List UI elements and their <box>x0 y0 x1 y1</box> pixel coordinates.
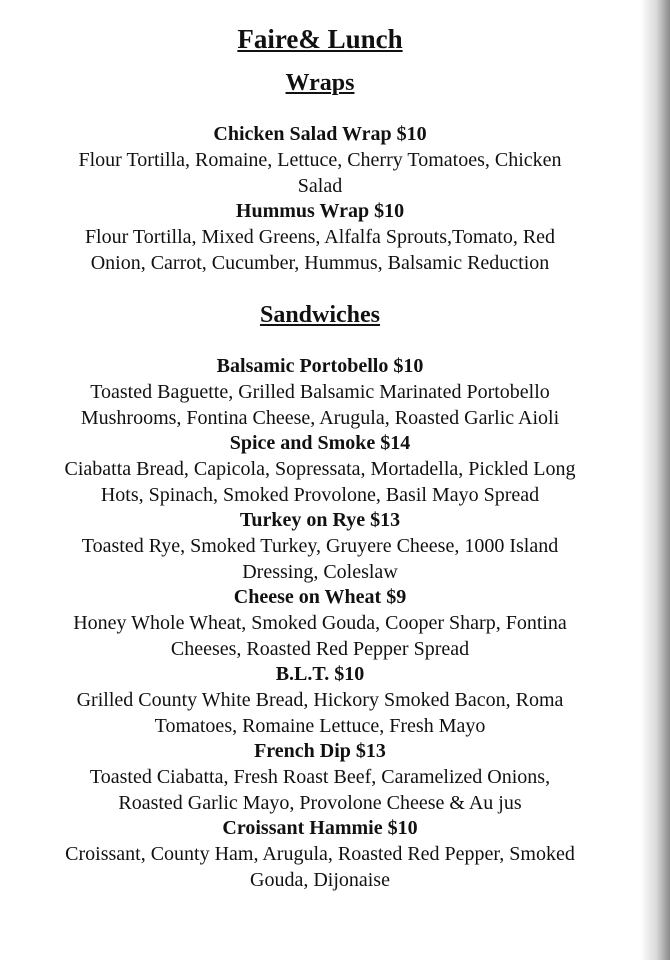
page-edge-shadow <box>640 0 670 960</box>
item-name: Croissant Hammie $10 <box>222 817 418 839</box>
item-description <box>20 610 620 662</box>
item-description-line: Honey Whole Wheat, Smoked Gouda, Cooper Sharp, Fontina <box>73 612 567 634</box>
item-description-line: Tomatoes, Romaine Lettuce, Fresh Mayo <box>154 715 486 737</box>
item-description-line: Salad <box>297 175 343 197</box>
item-description-line: Cheeses, Roasted Red Pepper Spread <box>170 638 470 660</box>
item-description-line: Flour Tortilla, Romaine, Lettuce, Cherry Tomatoes, Chicken <box>78 149 562 171</box>
section-heading-wraps: Wraps <box>285 70 355 96</box>
item-description-line: Gouda, Dijonaise <box>250 869 390 891</box>
item-description-line: Grilled County White Bread, Hickory Smoked Bacon, Roma <box>76 689 564 711</box>
item-description-line: Onion, Carrot, Cucumber, Hummus, Balsamic Reduction <box>90 252 550 274</box>
section-sandwiches <box>0 300 640 893</box>
item-description-line: Hots, Spinach, Smoked Provolone, Basil Mayo Spread <box>100 484 540 506</box>
item-description <box>20 841 620 893</box>
item-name: Cheese on Wheat $9 <box>233 586 407 608</box>
item-name: Chicken Salad Wrap $10 <box>213 123 427 145</box>
item-description-line: Toasted Baguette, Grilled Balsamic Marinated Portobello <box>90 381 550 403</box>
menu-item-hummus-wrap <box>0 199 640 276</box>
menu-item-balsamic-portobello <box>0 354 640 431</box>
menu-item-blt <box>0 662 640 739</box>
menu-item-chicken-salad-wrap <box>0 122 640 199</box>
item-name: French Dip $13 <box>254 740 386 762</box>
item-name: Spice and Smoke $14 <box>229 432 411 454</box>
item-description-line: Dressing, Coleslaw <box>242 561 398 583</box>
menu-item-turkey-on-rye <box>0 508 640 585</box>
item-description <box>20 147 620 199</box>
item-description <box>20 533 620 585</box>
item-description <box>20 764 620 816</box>
menu-content <box>0 22 640 893</box>
section-heading-sandwiches: Sandwiches <box>259 302 381 328</box>
item-name: B.L.T. $10 <box>275 663 365 685</box>
menu-title: Faire& Lunch <box>237 24 403 54</box>
item-description-line: Ciabatta Bread, Capicola, Sopressata, Mortadella, Pickled Long <box>64 458 576 480</box>
item-name: Balsamic Portobello $10 <box>216 355 424 377</box>
item-description <box>20 224 620 276</box>
item-name: Hummus Wrap $10 <box>235 200 405 222</box>
item-description-line: Croissant, County Ham, Arugula, Roasted Red Pepper, Smoked <box>65 843 575 865</box>
item-description-line: Toasted Ciabatta, Fresh Roast Beef, Caramelized Onions, <box>89 766 551 788</box>
item-description <box>20 456 620 508</box>
menu-item-spice-and-smoke <box>0 431 640 508</box>
menu-item-cheese-on-wheat <box>0 585 640 662</box>
menu-item-french-dip <box>0 739 640 816</box>
item-description-line: Roasted Garlic Mayo, Provolone Cheese & Au jus <box>118 792 522 814</box>
item-description-line: Mushrooms, Fontina Cheese, Arugula, Roasted Garlic Aioli <box>80 407 560 429</box>
item-description <box>20 379 620 431</box>
item-description-line: Toasted Rye, Smoked Turkey, Gruyere Cheese, 1000 Island <box>81 535 559 557</box>
section-wraps <box>0 68 640 276</box>
item-description-line: Flour Tortilla, Mixed Greens, Alfalfa Sprouts,Tomato, Red <box>84 226 556 248</box>
menu-item-croissant-hammie <box>0 816 640 893</box>
item-name: Turkey on Rye $13 <box>239 509 401 531</box>
item-description <box>20 687 620 739</box>
